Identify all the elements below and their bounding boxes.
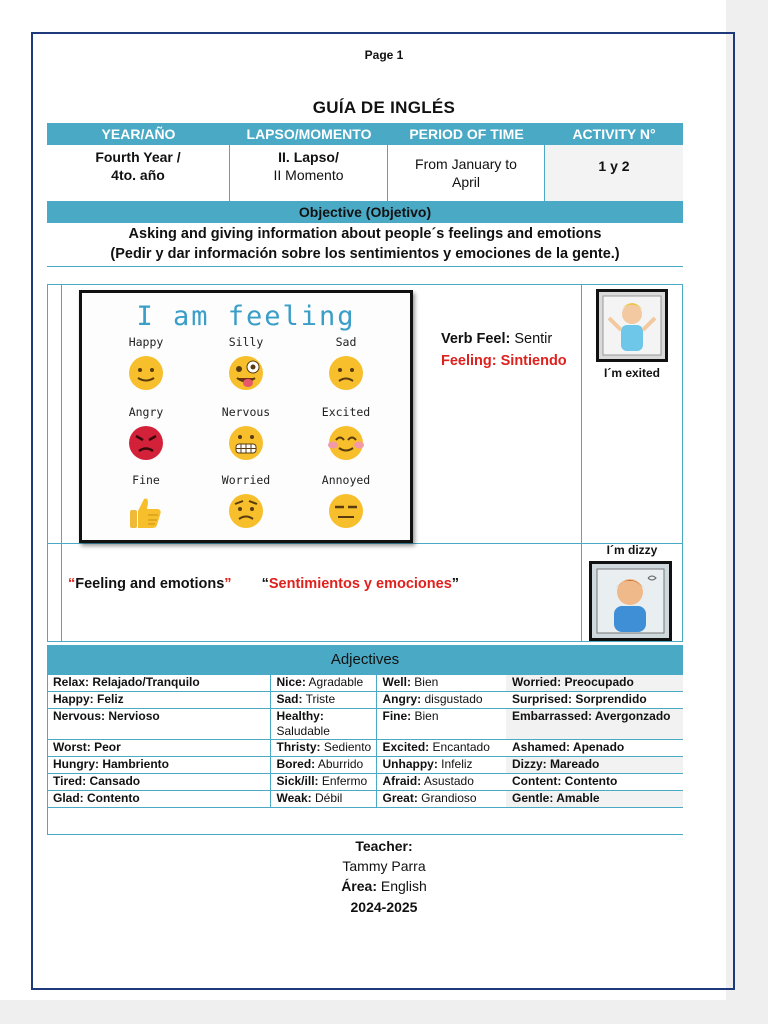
thumbs-up-icon xyxy=(98,491,194,531)
silly-face-icon xyxy=(198,353,294,393)
activity-cell: 1 y 2 xyxy=(545,145,683,201)
objective-line1: Asking and giving information about people´s feelings and emotions xyxy=(128,226,602,242)
quote-open-es: “ xyxy=(261,576,269,592)
teacher-label: Teacher: xyxy=(355,838,413,854)
worried-face-icon xyxy=(198,491,294,531)
annoyed-face-icon xyxy=(298,491,394,531)
adjective-cell xyxy=(47,774,270,791)
objective-heading: Objective (Objetivo) xyxy=(47,202,683,223)
year-cell xyxy=(47,145,230,201)
emotion-label: Happy xyxy=(128,335,164,349)
adjective-term: Nice: xyxy=(276,675,306,689)
left-divider xyxy=(61,284,62,642)
emotion-label: Silly xyxy=(228,335,264,349)
area-label: Área: xyxy=(341,878,377,894)
adjective-term: Well: xyxy=(382,675,411,689)
feelings-and-emotions-line xyxy=(68,576,459,592)
emotion-item xyxy=(198,405,294,463)
teacher-name: Tammy Parra xyxy=(342,858,426,874)
adjective-cell xyxy=(376,692,506,709)
adjective-term: Embarrassed: Avergonzado xyxy=(512,709,671,723)
objective-line2: (Pedir y dar información sobre los sentimientos y emociones de la gente.) xyxy=(110,246,620,262)
adjective-cell xyxy=(47,791,270,808)
emotion-item xyxy=(298,473,394,531)
adjective-cell xyxy=(47,757,270,774)
adjective-translation: Débil xyxy=(311,791,343,805)
emotion-item xyxy=(98,405,194,463)
adjective-cell xyxy=(270,675,376,692)
adjective-cell xyxy=(506,709,683,740)
adjective-cell xyxy=(47,709,270,740)
adjective-row xyxy=(47,791,683,808)
adjective-row xyxy=(47,709,683,740)
adjective-translation: Grandioso xyxy=(417,791,477,805)
lapso-line2: II Momento xyxy=(273,167,344,183)
adjective-term: Excited: xyxy=(382,740,430,754)
sad-face-icon xyxy=(298,353,394,393)
period-cell xyxy=(388,145,545,201)
table-bottom-rule xyxy=(47,834,683,835)
emotion-label: Nervous xyxy=(221,405,271,419)
adjective-cell xyxy=(376,774,506,791)
adjective-cell xyxy=(47,675,270,692)
adjective-term: Ashamed: Apenado xyxy=(512,740,625,754)
adjective-term: Worst: Peor xyxy=(53,740,121,754)
middle-divider xyxy=(47,543,683,544)
adjective-cell xyxy=(47,692,270,709)
adjective-cell xyxy=(270,757,376,774)
adjective-row xyxy=(47,675,683,692)
adjective-term: Angry: xyxy=(382,692,422,706)
excited-face-icon xyxy=(298,423,394,463)
adjective-cell xyxy=(506,675,683,692)
emotion-item xyxy=(298,405,394,463)
adjective-row xyxy=(47,692,683,709)
emotion-item xyxy=(98,335,194,393)
emotion-label: Fine xyxy=(132,473,160,487)
happy-face-icon xyxy=(98,353,194,393)
header-activity: ACTIVITY N° xyxy=(572,126,656,142)
adjective-term: Tired: Cansado xyxy=(53,774,141,788)
emotion-label: Worried xyxy=(221,473,271,487)
adjective-translation: Bien xyxy=(410,675,439,689)
adjective-translation: Bien xyxy=(411,709,439,723)
adjective-term: Sick/ill: xyxy=(276,774,319,788)
adjective-term: Fine: xyxy=(382,709,412,723)
excited-caption: I´m exited xyxy=(603,366,660,380)
adjective-translation: Encantado xyxy=(429,740,490,754)
emotion-label: Sad xyxy=(335,335,357,349)
dizzy-person-picture xyxy=(589,561,672,641)
adjective-cell xyxy=(270,791,376,808)
period-line1: From January to xyxy=(415,156,517,172)
adjective-term: Bored: xyxy=(276,757,316,771)
info-header-row xyxy=(47,123,683,145)
quote-close-es: ” xyxy=(451,576,460,592)
adjective-term: Healthy: xyxy=(276,709,324,723)
adjective-term: Unhappy: xyxy=(382,757,438,771)
adjective-row xyxy=(47,774,683,791)
adjective-cell xyxy=(270,709,376,740)
adjective-term: Weak: xyxy=(276,791,312,805)
adjective-row xyxy=(47,757,683,774)
adjective-translation: Triste xyxy=(302,692,336,706)
adjective-term: Great: xyxy=(382,791,418,805)
quote-close-en: ” xyxy=(224,576,232,592)
page-number: Page 1 xyxy=(364,48,404,62)
adjective-translation: Saludable xyxy=(276,724,330,738)
header-period: PERIOD OF TIME xyxy=(409,126,524,142)
quote-open-en: “ xyxy=(68,576,76,592)
emotion-label: Excited xyxy=(321,405,371,419)
adjective-cell xyxy=(270,774,376,791)
header-lapso: LAPSO/MOMENTO xyxy=(246,126,372,142)
adjective-cell xyxy=(376,675,506,692)
adjective-term: Dizzy: Mareado xyxy=(512,757,600,771)
adjective-term: Gentle: Amable xyxy=(512,791,600,805)
adjective-cell xyxy=(376,791,506,808)
period-line2: April xyxy=(451,174,480,190)
year-line1: Fourth Year / xyxy=(95,149,181,165)
adjectives-table xyxy=(47,675,683,808)
feelings-spanish: Sentimientos y emociones xyxy=(268,576,452,592)
feeling-translation: Feeling: Sintiendo xyxy=(441,353,567,369)
header-year: YEAR/AÑO xyxy=(101,126,176,142)
right-divider xyxy=(581,284,582,642)
area-value: English xyxy=(376,878,427,894)
adjective-term: Content: Contento xyxy=(512,774,618,788)
area-line xyxy=(0,878,768,894)
adjective-term: Nervous: Nervioso xyxy=(53,709,160,723)
adjective-translation: Agradable xyxy=(305,675,364,689)
adjective-term: Sad: xyxy=(276,692,303,706)
adjective-term: Happy: Feliz xyxy=(53,692,124,706)
i-am-feeling-poster xyxy=(79,290,413,543)
adjective-translation: Aburrido xyxy=(315,757,364,771)
adjective-term: Afraid: xyxy=(382,774,422,788)
emotion-item xyxy=(198,335,294,393)
year-line2: 4to. año xyxy=(111,167,165,183)
adjective-cell xyxy=(506,791,683,808)
lapso-cell xyxy=(230,145,388,201)
verb-value: Sentir xyxy=(510,331,553,347)
angry-face-icon xyxy=(98,423,194,463)
poster-title: I am feeling xyxy=(136,301,356,332)
school-years: 2024-2025 xyxy=(350,899,418,915)
adjective-translation: Sediento xyxy=(320,740,372,754)
adjective-translation: Infeliz xyxy=(437,757,473,771)
objective-text xyxy=(47,224,683,267)
adjective-term: Worried: Preocupado xyxy=(512,675,634,689)
verb-feel-text xyxy=(441,331,552,347)
adjective-translation: Asustado xyxy=(421,774,474,788)
adjective-translation: Enfermo xyxy=(318,774,368,788)
adjective-cell xyxy=(270,692,376,709)
emotion-item xyxy=(98,473,194,531)
adjective-cell xyxy=(270,740,376,757)
adjective-cell xyxy=(376,709,506,740)
adjective-cell xyxy=(506,740,683,757)
adjective-term: Surprised: Sorprendido xyxy=(512,692,647,706)
document-title: GUÍA DE INGLÉS xyxy=(312,98,456,117)
emotion-label: Angry xyxy=(128,405,164,419)
adjective-cell xyxy=(47,740,270,757)
adjective-translation: disgustado xyxy=(421,692,483,706)
dizzy-caption: I´m dizzy xyxy=(606,543,658,557)
emotion-item xyxy=(298,335,394,393)
feelings-english: Feeling and emotions xyxy=(75,576,225,592)
info-values-row xyxy=(47,145,683,202)
adjective-term: Relax: Relajado/Tranquilo xyxy=(53,675,200,689)
adjective-cell xyxy=(376,740,506,757)
verb-label: Verb Feel: xyxy=(441,331,511,347)
adjective-cell xyxy=(506,757,683,774)
adjective-term: Thristy: xyxy=(276,740,321,754)
adjective-cell xyxy=(506,692,683,709)
lapso-line1: II. Lapso/ xyxy=(278,149,339,165)
excited-person-picture xyxy=(596,289,668,362)
adjective-cell xyxy=(506,774,683,791)
emotion-item xyxy=(198,473,294,531)
adjective-cell xyxy=(376,757,506,774)
adjectives-heading: Adjectives xyxy=(47,645,683,675)
adjective-term: Glad: Contento xyxy=(53,791,140,805)
table-left-rule xyxy=(47,675,48,835)
nervous-face-icon xyxy=(198,423,294,463)
emotion-label: Annoyed xyxy=(321,473,371,487)
adjective-row xyxy=(47,740,683,757)
adjective-term: Hungry: Hambriento xyxy=(53,757,170,771)
